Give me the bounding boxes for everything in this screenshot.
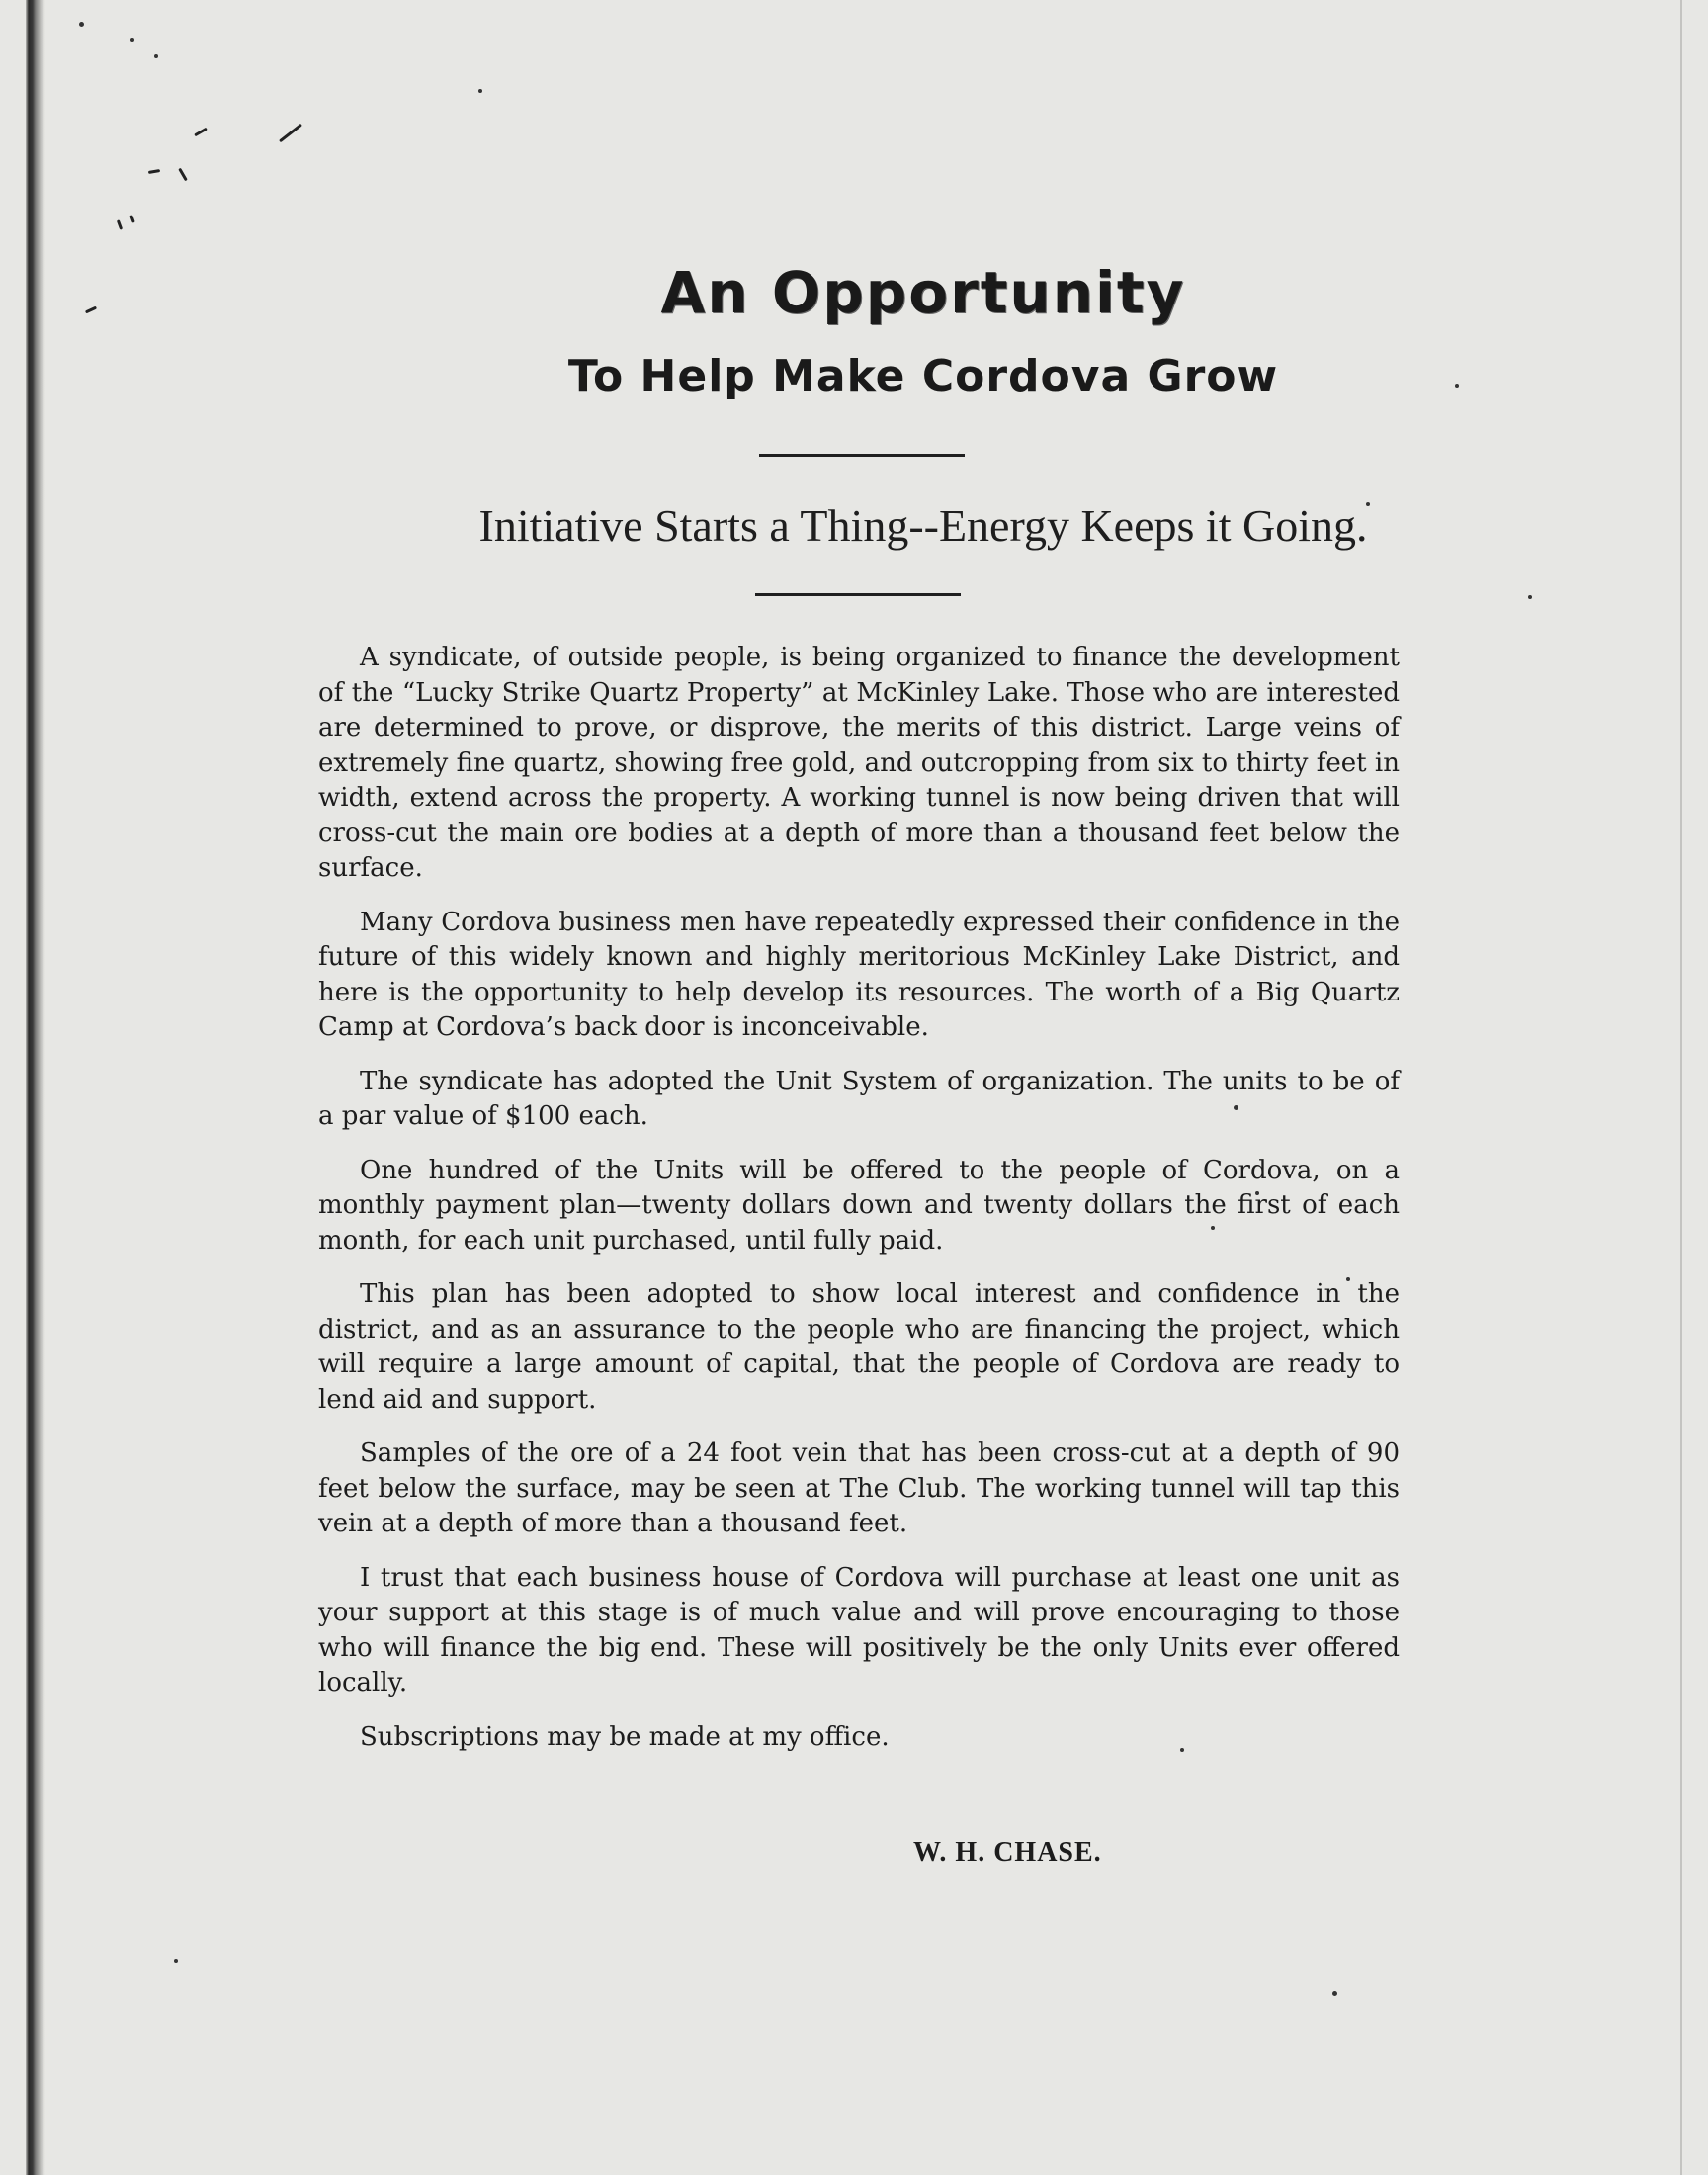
document-title: An Opportunity <box>660 259 1186 326</box>
scan-speck <box>1332 1991 1337 1996</box>
body-paragraph: Samples of the ore of a 24 foot vein that has been cross-cut at a depth of 90 feet below the surface, may be seen at The Club. The working tunnel will tap this vein at a depth of more than a thousand feet. <box>318 1438 1400 1538</box>
body-paragraph: The syndicate has adopted the Unit System of organization. The units to be of a par value of $100 each. <box>318 1066 1400 1131</box>
scan-mark <box>148 169 160 174</box>
document-body <box>318 641 1400 1774</box>
scan-speck <box>1528 595 1532 599</box>
scan-mark <box>279 124 302 143</box>
document-tagline: Initiative Starts a Thing--Energy Keeps it Going. <box>478 500 1368 551</box>
scan-mark <box>178 168 188 182</box>
body-paragraph: Many Cordova business men have repeatedly expressed their confidence in the future of this widely known and highly meritorious McKinley Lake District, and here is the opportunity to help develop its resources. The worth of a Big Quartz Camp at Cordova’s back door is inconceivable. <box>318 907 1400 1042</box>
body-paragraph: This plan has been adopted to show local interest and confidence in the district, and as an assurance to the people who are financing the project, which will require a large amount of capital, that the people of Cordova are ready to lend aid and support. <box>318 1279 1400 1415</box>
body-paragraph: I trust that each business house of Cordova will purchase at least one unit as your support at this stage is of much value and will prove encouraging to those who will finance the big end. These will positively be the only Units ever offered locally. <box>318 1562 1400 1697</box>
scan-speck <box>154 54 158 58</box>
divider-rule-top <box>759 454 965 457</box>
document-subtitle: To Help Make Cordova Grow <box>567 351 1279 401</box>
divider-rule-bottom <box>755 593 961 596</box>
body-paragraph: A syndicate, of outside people, is being organized to finance the development of the “Lucky Strike Quartz Property” at McKinley Lake. Those who are interested are determined to prove, or disprove, the merits of this district. Large veins of extremely fine quartz, showing free gold, and outcropping from six to thirty feet in width, extend across the property. A working tunnel is now being driven that will cross-cut the main ore bodies at a depth of more than a thousand feet below the surface. <box>318 643 1400 883</box>
signature: W. H. CHASE. <box>913 1837 1102 1868</box>
body-paragraph: One hundred of the Units will be offered to the people of Cordova, on a monthly payment plan—twenty dollars down and twenty dollars the first of each month, for each unit purchased, until fully paid. <box>318 1155 1400 1256</box>
right-margin-edge <box>1680 0 1682 2175</box>
binding-edge <box>26 0 45 2175</box>
scan-speck <box>174 1959 178 1963</box>
scan-mark <box>129 215 135 223</box>
scan-mark <box>194 128 208 137</box>
body-paragraph: Subscriptions may be made at my office. <box>360 1721 890 1752</box>
scan-speck <box>79 22 84 27</box>
scan-speck <box>130 38 134 42</box>
scan-speck <box>478 89 482 93</box>
scan-mark <box>117 219 123 229</box>
